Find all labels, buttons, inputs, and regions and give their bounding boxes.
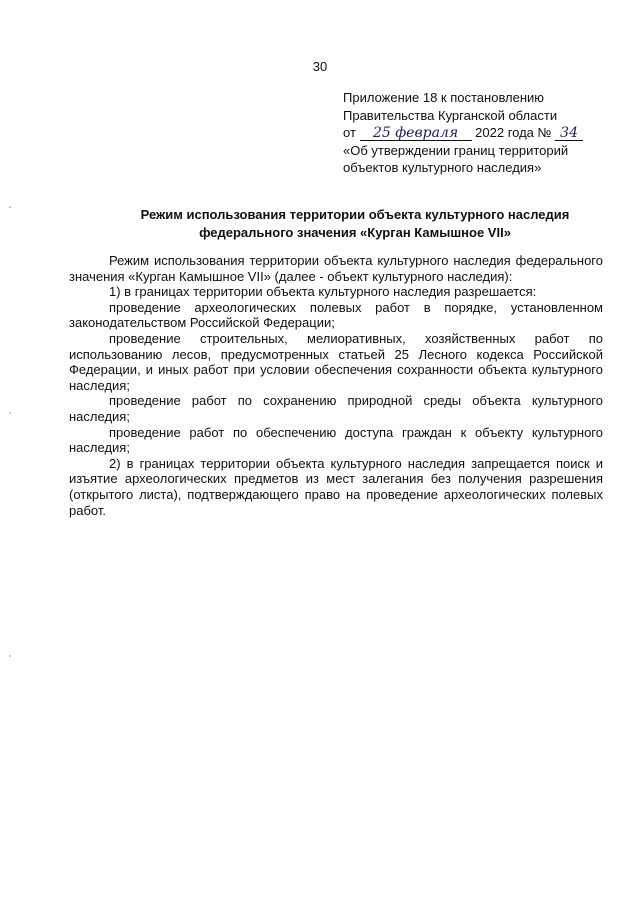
scan-speck [9,206,11,208]
appendix-line-5: объектов культурного наследия» [343,160,542,175]
appendix-line-4: «Об утверждении границ территорий [343,142,569,158]
handwritten-number: 34 [555,126,583,141]
paragraph-allowed-item: проведение работ по сохранению природной среды объекта культурного наследия; [69,393,603,424]
scan-speck [9,655,11,657]
paragraph-prohibited: 2) в границах территории объекта культурного наследия запрещается поиск и изъятие археологических предметов из мест залегания без получения разрешения (открытого листа), подтверждающего право на проведение археологических полевых работ. [69,455,603,518]
paragraph-allowed-item: проведение работ по обеспечению доступа граждан к объекту культурного наследия; [69,424,603,456]
page-number: 30 [312,59,328,74]
scan-speck [9,412,11,414]
appendix-date-line [343,124,613,142]
paragraph-allowed-item: проведение строительных, мелиоративных, хозяйственных работ по использованию лесов, предусмотренных статьей 25 Лесного кодекса Российской Федерации, и иных работ при условии обеспечения сохранности объекта культурного наследия; [69,330,603,393]
paragraph-intro: Режим использования территории объекта культурного наследия федерального значения «Курган Камышное VII» (далее - объект культурного наследия): [69,253,603,284]
appendix-block [343,89,613,177]
appendix-line-2: Правительства Курганской области [343,107,558,123]
paragraph-allowed-heading: 1) в границах территории объекта культурного наследия разрешается: [109,284,537,300]
document-body [69,253,603,518]
date-prefix: от [343,125,356,140]
document-title [100,206,610,241]
paragraph-allowed-item: проведение археологических полевых работ в порядке, установленном законодательством Российской Федерации; [69,299,603,331]
appendix-line-1: Приложение 18 к постановлению [343,90,545,105]
handwritten-date: 25 февраля [360,126,472,141]
year-text: 2022 года № [475,125,552,140]
title-line-2: федерального значения «Курган Камышное VII» [199,224,511,240]
title-line-1: Режим использования территории объекта культурного наследия [140,207,570,222]
